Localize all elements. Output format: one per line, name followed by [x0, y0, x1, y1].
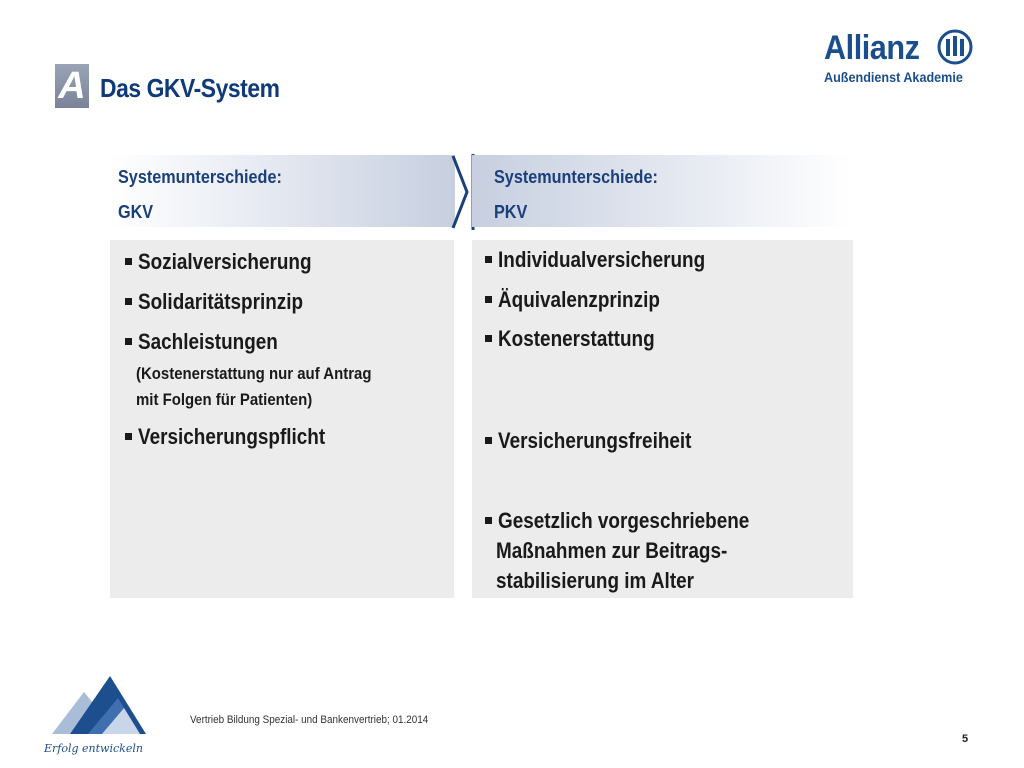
bullet-icon: [125, 258, 132, 265]
logo-word: Allianz: [824, 29, 920, 67]
gkv-note-line-2: mit Folgen für Patienten): [136, 390, 313, 409]
allianz-eagle-icon: [937, 29, 973, 65]
pkv-item-4: Versicherungsfreiheit: [498, 428, 692, 453]
gkv-item-1: Sozialversicherung: [138, 249, 312, 274]
pkv-item-5-line-2: Maßnahmen zur Beitrags-: [496, 538, 728, 563]
pkv-item-5-line-3: stabilisierung im Alter: [496, 568, 695, 593]
gkv-panel: [110, 240, 454, 598]
logo-subtitle: Außendienst Akademie: [824, 69, 963, 85]
gkv-header-name: GKV: [118, 202, 154, 222]
pkv-item-1: Individualversicherung: [498, 247, 706, 272]
gkv-note-line-1: (Kostenerstattung nur auf Antrag: [136, 364, 372, 383]
pkv-item-5: Gesetzlich vorgeschriebene: [498, 508, 750, 533]
page-number: 5: [962, 733, 969, 745]
gkv-header: [110, 155, 455, 227]
bullet-icon: [485, 517, 492, 524]
allianz-logo: [824, 28, 976, 88]
footer-logo-script: Erfolg entwickeln: [44, 742, 143, 755]
bullet-icon: [125, 433, 132, 440]
gkv-item-3: Sachleistungen: [138, 329, 278, 354]
pkv-header: [472, 155, 852, 227]
section-letter: A: [58, 65, 86, 107]
bullet-icon: [485, 437, 492, 444]
bullet-icon: [125, 298, 132, 305]
pkv-header-label: Systemunterschiede:: [494, 167, 658, 187]
bullet-icon: [485, 335, 492, 342]
academy-mountain-logo: [40, 672, 160, 758]
pkv-header-name: PKV: [494, 202, 528, 222]
slide-title: Das GKV-System: [100, 73, 280, 103]
section-badge: [55, 64, 89, 108]
bullet-icon: [485, 296, 492, 303]
gkv-item-2: Solidaritätsprinzip: [138, 289, 304, 314]
footer-text: Vertrieb Bildung Spezial- und Bankenvertrieb; 01.2014: [190, 714, 429, 726]
bullet-icon: [125, 338, 132, 345]
pkv-item-3: Kostenerstattung: [498, 326, 655, 351]
gkv-item-4: Versicherungspflicht: [138, 424, 326, 449]
gkv-header-label: Systemunterschiede:: [118, 167, 282, 187]
pkv-item-2: Äquivalenzprinzip: [498, 287, 660, 312]
pkv-panel: [472, 240, 853, 598]
bullet-icon: [485, 256, 492, 263]
